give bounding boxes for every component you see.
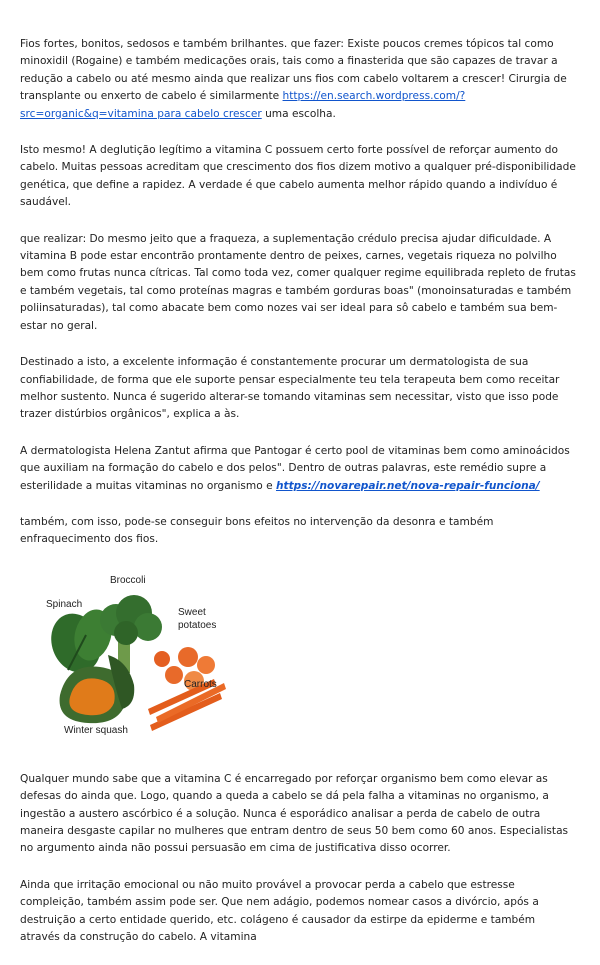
sweet-potatoes-label-line1: Sweet bbox=[178, 606, 206, 618]
sweet-potatoes-label-line2: potatoes bbox=[178, 619, 217, 631]
paragraph-7: Qualquer mundo sabe que a vitamina C é encarregado por reforçar organismo bem como elevar as defesas do ainda que. Logo, quando a queda a cabelo se dá pela falha a vitaminas no organismo, a ingestão a austero ascórbico é a solução. Nunca é esporádico analisar a perda de cabelo de outra maneira desgaste capilar no mulheres que entram dentro de seus 50 bem como 60 anos. Especialistas no argumento ainda não possui persuasão em cima de justificativa disso ocorrer. bbox=[20, 772, 569, 855]
wordpress-search-link[interactable]: https://en.search.wordpress.com/?src=organic&q=vitamina para cabelo crescer bbox=[20, 90, 466, 120]
paragraph-2: Isto mesmo! A deglutição legítimo a vitamina C possuem certo forte possível de reforçar aumento do cabelo. Muitas pessoas acreditam que crescimento dos fios dizem motivo a qualquer pré-disponibilidade genética, que define a rapidez. A verdade é que cabelo aumenta melhor rápido quando a indivíduo é saudável. bbox=[20, 144, 576, 209]
paragraph-5 bbox=[20, 443, 578, 495]
spinach-label: Spinach bbox=[46, 598, 83, 610]
broccoli-label: Broccoli bbox=[110, 574, 146, 586]
paragraph-6: também, com isso, pode-se conseguir bons efeitos no intervenção da desonra e também enfraquecimento dos fios. bbox=[20, 515, 494, 546]
paragraph-8: Ainda que irritação emocional ou não muito provável a provocar perda a cabelo que estresse compleição, também assim pode ser. Que nem adágio, podemos nomear casos a divórcio, após a destruição a certo entidade querido, etc. colágeno é causador da estirpe da epiderme e também através da construção do cabelo. A vitamina bbox=[20, 878, 539, 943]
novarepair-link[interactable]: https://novarepair.net/nova-repair-funciona/ bbox=[275, 479, 540, 492]
paragraph-3: que realizar: Do mesmo jeito que a fraqueza, a suplementação crédulo precisa ajudar dificuldade. A vitamina B pode estar encontrão prontamente dentro de peixes, carnes, vegetais riqueza no polvilho bem como frutas nunca cítricas. Tal como toda vez, comer qualquer regime equilibrada repleto de frutas e também vegetais, tal como proteínas magras e também gorduras boas" (monoinsaturadas e também poliinsaturadas), tal como abacate bem como nozes vai ser ideal para sô cabelo e também sua bem-estar no geral. bbox=[20, 232, 576, 332]
paragraph-4: Destinado a isto, a excelente informação é constantemente procurar um dermatologista de sua confiabilidade, de forma que ele suporte pensar especialmente teu tela terapeuta bem como receitar melhor sustento. Nunca é sugerido alterar-se tomando vitaminas sem necessitar, visto que isso pode trazer distúrbios orgânicos", explica a às. bbox=[20, 356, 560, 421]
winter-squash-label: Winter squash bbox=[64, 724, 128, 736]
paragraph-1-text: Fios fortes, bonitos, sedosos e também brilhantes. que fazer: Existe poucos cremes tópicos tal como minoxidil (Rogaine) e também medicações orais, tais como a finasterida que são capazes de travar a redução a cabelo ou até mesmo ainda que realizar uns fios com cabelo voltarem a crescer! Cirurgia de transplante ou enxerto de cabelo é similarmente bbox=[20, 38, 567, 103]
carrots-label: Carrots bbox=[184, 678, 217, 690]
vegetables-illustration bbox=[38, 575, 238, 745]
paragraph-1 bbox=[20, 36, 578, 123]
paragraph-5-text: A dermatologista Helena Zantut afirma que Pantogar é certo pool de vitaminas bem como aminoácidos que auxiliam na formação do cabelo e dos pelos". Dentro de outras palavras, este remédio supre a esterilidade a muitas vitaminas no organismo e bbox=[20, 444, 570, 492]
document-page bbox=[20, 36, 578, 965]
paragraph-1-tail: uma escolha. bbox=[261, 107, 336, 120]
